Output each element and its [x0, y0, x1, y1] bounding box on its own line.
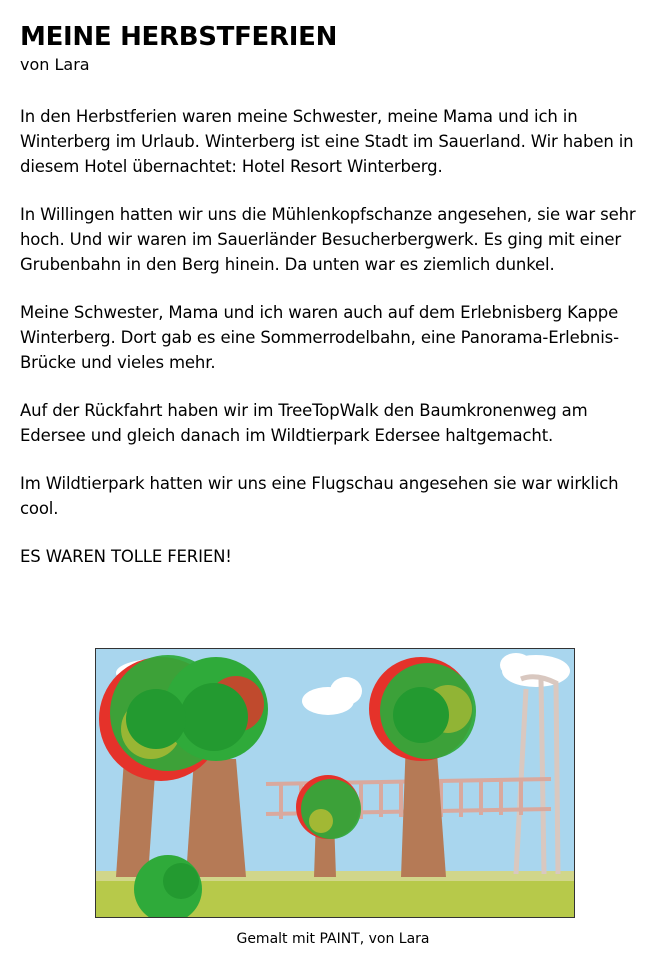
page-title: MEINE HERBSTFERIEN [20, 22, 338, 52]
paragraph-6: ES WAREN TOLLE FERIEN! [20, 547, 232, 566]
paragraph-2: In Willingen hatten wir uns die Mühlenkopfschanze angesehen, sie war sehr hoch. Und wir waren im Sauerländer Besucherbergwerk. Es ging mit einer Grubenbahn in den Berg hinein. Da unten war es ziemlich dunkel. [20, 205, 636, 274]
paint-drawing [95, 648, 575, 918]
tree-trunk-2 [186, 759, 246, 877]
paragraph-4: Auf der Rückfahrt haben wir im TreeTopWalk den Baumkronenweg am Edersee und gleich danach im Wildtierpark Edersee haltgemacht. [20, 401, 588, 445]
image-caption: Gemalt mit PAINT, von Lara [236, 931, 430, 947]
paragraph-5: Im Wildtierpark hatten wir uns eine Flugschau angesehen sie war wirklich cool. [20, 474, 619, 518]
paragraph-3: Meine Schwester, Mama und ich waren auch auf dem Erlebnisberg Kappe Winterberg. Dort gab es eine Sommerrodelbahn, eine Panorama-Erlebnis-Brücke und vieles mehr. [20, 303, 619, 372]
drawing-svg [96, 649, 574, 917]
paragraph-1: In den Herbstferien waren meine Schwester, meine Mama und ich in Winterberg im Urlaub. Winterberg ist eine Stadt im Sauerland. Wir haben in diesem Hotel übernachtet: Hotel Resort Winterberg. [20, 107, 634, 176]
document-page [20, 20, 650, 569]
author-line: von Lara [20, 55, 90, 74]
